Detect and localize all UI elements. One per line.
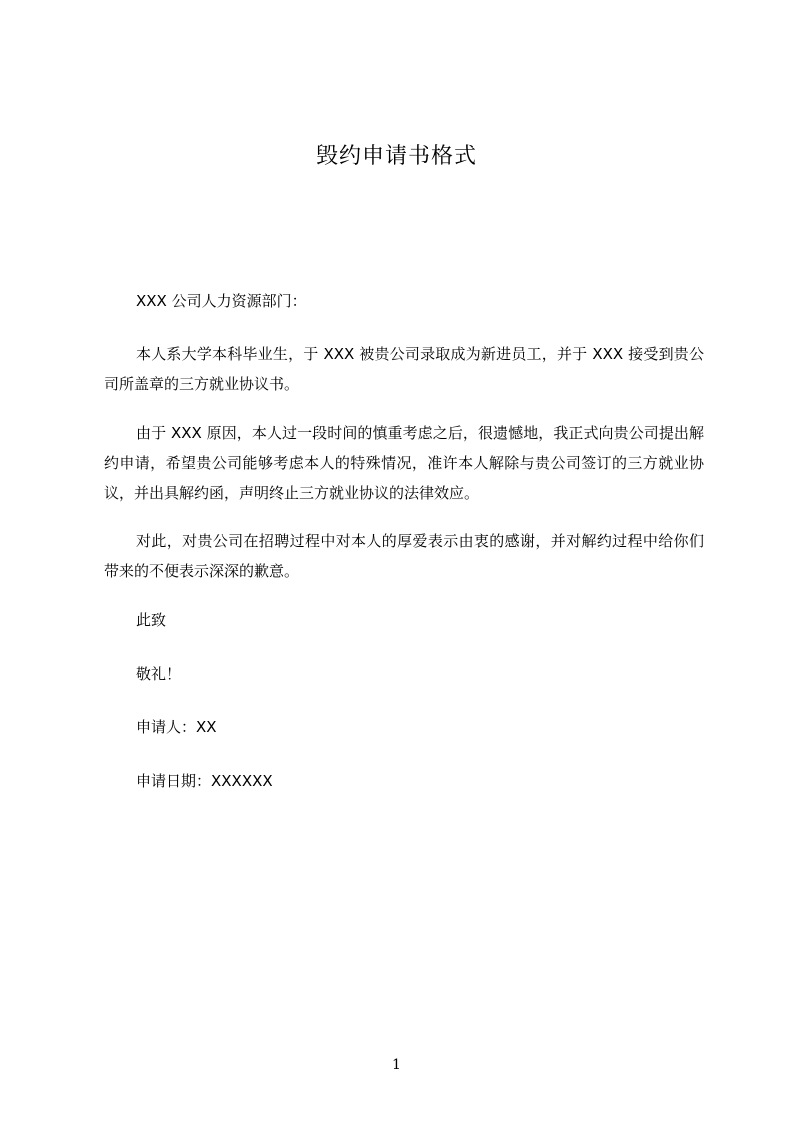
salutation: XXX 公司人力资源部门： [136,292,307,310]
applicant-line: 申请人：XX [136,718,217,736]
document-title: 毁约申请书格式 [315,144,477,169]
closing-regards: 敬礼！ [136,665,182,683]
application-date-line: 申请日期：XXXXXX [136,772,273,790]
body-paragraph-3: 对此，对贵公司在招聘过程中对本人的厚爱表示由衷的感谢，并对解约过程中给你们带来的不便表示深深的歉意。 [104,532,704,580]
page-number: 1 [392,1057,401,1073]
body-paragraph-1: 本人系大学本科毕业生，于 XXX 被贵公司录取成为新进员工，并于 XXX 接受到贵公司所盖章的三方就业协议书。 [104,345,704,393]
body-paragraph-2: 由于 XXX 原因，本人过一段时间的慎重考虑之后，很遗憾地，我正式向贵公司提出解约申请，希望贵公司能够考虑本人的特殊情况，准许本人解除与贵公司签订的三方就业协议，并出具解约函，声明终止三方就业协议的法律效应。 [104,424,704,502]
closing-respect: 此致 [136,611,167,629]
